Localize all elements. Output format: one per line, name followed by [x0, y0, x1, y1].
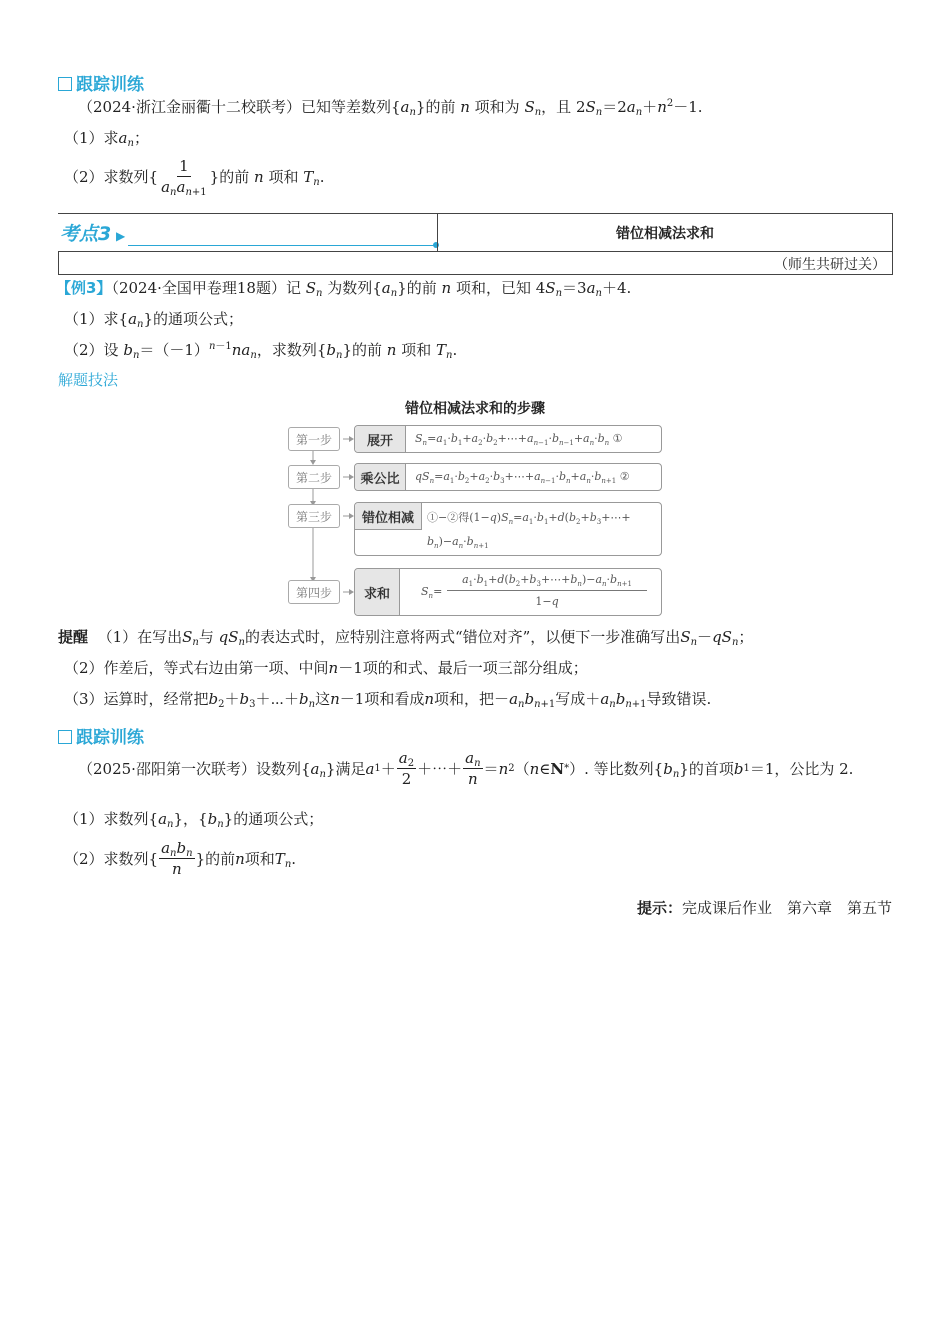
- problem-source: （2025·邵阳第一次联考）: [78, 760, 256, 778]
- footer-hint: [637, 897, 892, 918]
- formula-cont: $b_n)-a_n\cdot b_{n+1}$: [427, 535, 489, 550]
- problem-statement-2: （2025·邵阳第一次联考） 设数列{ $a_n$ }满足 a 1 ＋ $\frac{a_2}{2}$ ＋⋯＋ $\frac{a_n}{n}$ ＝ n 2 （ n ∈ N * ）. 等比数列{ $b_n$ }的首项 b 1 ＝1，公比为 2.: [78, 749, 854, 788]
- fraction-bar: [447, 590, 647, 591]
- reminder-line-1: 提醒 （1）在写出$S_n$与 $qS_n$的表达式时，应特别注意将两式“错位对齐”，以便下一步准确写出$S_n-qS_n$；: [58, 628, 754, 648]
- method-label: 解题技法: [58, 371, 119, 389]
- fraction: $\frac{a_2}{2}$: [398, 749, 415, 788]
- formula-denominator: 1−q: [535, 595, 559, 608]
- chart-title: 错位相减法求和的步骤: [405, 401, 545, 417]
- reminder-line-3: （3）运算时，经常把$b_2+b_3+\cdots+b_n$这n－1项和看成n项和，把$-a_nb_{n+1}$写成$+a_nb_{n+1}$导致错误.: [64, 690, 712, 710]
- flow-step-1: 第一步: [288, 427, 340, 451]
- checkbox-square-icon: [58, 77, 72, 91]
- exam-point-note-row: （师生共研过关）: [58, 251, 893, 275]
- section-heading: 跟踪训练: [58, 723, 144, 748]
- reminder-line-2: （2）作差后，等式右边由第一项、中间n－1项的和式、最后一项三部分组成；: [64, 659, 588, 677]
- arrow-right-icon: ▶: [116, 229, 126, 243]
- reminder-label: 提醒: [58, 628, 89, 646]
- problem-statement: （2024·浙江金丽衢十二校联考）已知等差数列$\{a_n\}$的前 n 项和为 $S_n$，且 $2S_n=2a_n+n^2-1$.: [78, 98, 703, 118]
- fraction: $\frac{1}{a_na_{n+1}}$: [161, 157, 207, 198]
- formula: $S_n=a_1\cdot b_1+a_2\cdot b_2+\cdots+a_{n-1}\cdot b_{n-1}+a_n\cdot b_n$ ①: [415, 432, 623, 447]
- flow-step-4: 第四步: [288, 580, 340, 604]
- flow-box-multiply: 乘公比 $qS_n=a_1\cdot b_2+a_2\cdot b_3+\cdots+a_{n-1}\cdot b_n+a_n\cdot b_{n+1}$ ②: [354, 463, 662, 491]
- question-1: （1）求$a_n$；: [64, 129, 149, 149]
- problem-source: （2024·浙江金丽衢十二校联考）: [78, 98, 301, 116]
- question-2-1: （1）求数列$\{a_n\}$，$\{b_n\}$的通项公式；: [64, 810, 324, 830]
- hint-label: 提示：: [636, 899, 682, 917]
- question-2: （2）求数列 { $\frac{1}{a_na_{n+1}}$ } 的前 n 项和 $T_n$ .: [64, 157, 325, 198]
- formula: $qS_n=a_1\cdot b_2+a_2\cdot b_3+\cdots+a_{n-1}\cdot b_n+a_n\cdot b_{n+1}$ ②: [415, 470, 630, 485]
- example-statement: 【例3】（2024·全国甲卷理18题）记 $S_n$ 为数列$\{a_n\}$的前 n 项和，已知 $4S_n=3a_n+4$.: [56, 279, 632, 299]
- formula: $S_n=$: [421, 585, 443, 600]
- section-heading: 跟踪训练: [58, 70, 144, 95]
- exam-point-badge: 考点3 ▶: [60, 223, 126, 245]
- example-tag: 【例3】: [56, 279, 112, 297]
- flow-step-3: 第三步: [288, 504, 340, 528]
- example-source: （2024·全国甲卷理18题）: [111, 279, 286, 297]
- fraction: $\frac{a_nb_n}{n}$: [161, 839, 193, 878]
- fraction: $\frac{a_n}{n}$: [465, 749, 481, 788]
- formula-numerator: $a_1\cdot b_1+d(b_2+b_3+\cdots+b_n)-a_n\cdot b_{n+1}$: [462, 573, 632, 588]
- hint-text: 完成课后作业 第六章 第五节: [681, 899, 892, 917]
- flow-box-subtract: 错位相减 ①−②得$(1-q)S_n=a_1\cdot b_1+d(b_2+b_3+\cdots+$ $b_n)-a_n\cdot b_{n+1}$: [354, 502, 662, 556]
- formula: ①−②得$(1-q)S_n=a_1\cdot b_1+d(b_2+b_3+\cdots+$: [427, 511, 631, 526]
- example-question-2: （2）设 $b_n=(-1)^{n-1}na_n$，求数列$\{b_n\}$的前 n 项和 $T_n$.: [64, 341, 458, 361]
- checkbox-square-icon: [58, 730, 72, 744]
- example-question-1: （1）求$\{a_n\}$的通项公式；: [64, 310, 244, 330]
- flow-step-2: 第二步: [288, 465, 340, 489]
- flow-box-sum: 求和 $S_n=$ $a_1\cdot b_1+d(b_2+b_3+\cdots+b_n)-a_n\cdot b_{n+1}$ 1−q: [354, 568, 662, 616]
- exam-point-title: 错位相减法求和: [437, 213, 893, 251]
- badge-underline: [128, 245, 436, 246]
- flow-box-expand: 展开 $S_n=a_1\cdot b_1+a_2\cdot b_2+\cdots+a_{n-1}\cdot b_{n-1}+a_n\cdot b_n$ ①: [354, 425, 662, 453]
- question-2-2: （2）求数列 { $\frac{a_nb_n}{n}$ }的前 n 项和 $T_n$ .: [64, 839, 297, 878]
